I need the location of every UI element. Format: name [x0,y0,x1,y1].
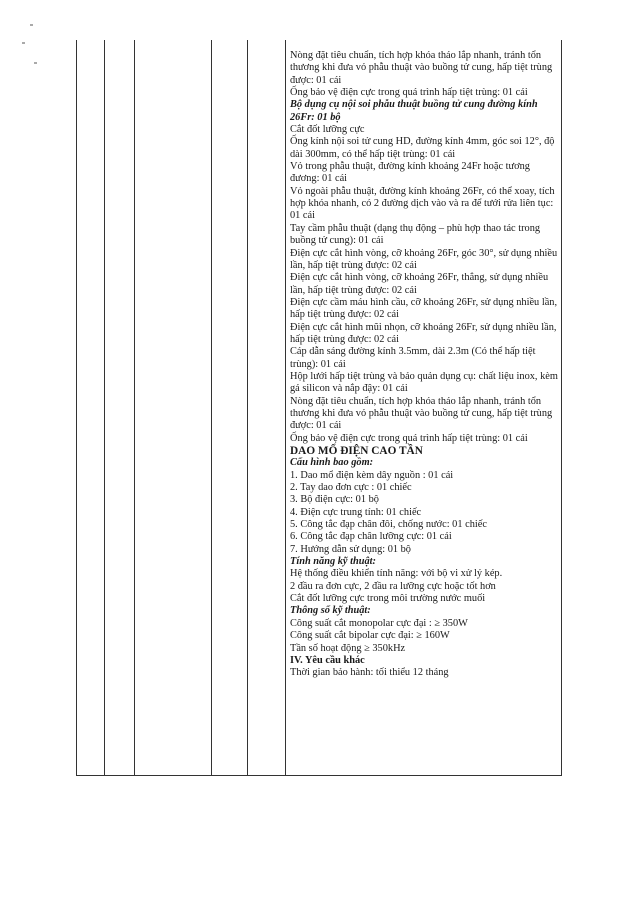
spec-line: 3. Bộ điện cực: 01 bộ [290,494,379,506]
spec-line: Tay cầm phẫu thuật (dạng thụ động – phù hợp thao tác trong buồng tử cung): 01 cái [290,222,541,247]
spec-line: Tần số hoạt động ≥ 350kHz [290,642,406,654]
spec-line: Hộp lưới hấp tiệt trùng và bảo quản dụng cụ: chất liệu inox, kèm gá silicon và nắp đậy: 01 cái [290,370,558,395]
table-column-divider [134,40,135,776]
spec-line: Ống kính nội soi tử cung HD, đường kính 4mm, góc soi 12°, độ dài 300mm, có thể hấp tiệt trùng: 01 cái [290,136,555,160]
spec-line: 2 đầu ra đơn cực, 2 đầu ra lưỡng cực hoặc tốt hơn [290,580,496,592]
table-column-divider [104,40,105,776]
subheading: IV. Yêu cầu khác [290,654,365,666]
table-column-divider [247,40,248,776]
spec-line: Nòng đặt tiêu chuẩn, tích hợp khóa tháo lắp nhanh, tránh tổn thương khi đưa vỏ phẫu thuật vào buồng tử cung, hấp tiệt trùng được: 01 cái [290,50,553,86]
table-column-divider [211,40,212,776]
subheading: Thông số kỹ thuật: [290,605,371,617]
spec-line: Công suất cắt monopolar cực đại : ≥ 350W [290,617,468,629]
specification-text [290,50,558,680]
table-border-left [76,40,77,776]
table-bottom-border [76,775,562,776]
spec-line: Hệ thống điều khiển tính năng: với bộ vi xử lý kép. [290,568,503,580]
spec-line: Ống bảo vệ điện cực trong quá trình hấp tiệt trùng: 01 cái [290,432,528,444]
spec-line: Công suất cắt bipolar cực đại: ≥ 160W [290,630,450,642]
spec-line: 7. Hướng dẫn sử dụng: 01 bộ [290,543,411,555]
table-border-right [561,40,562,776]
table-column-divider [285,40,286,776]
scan-marks [20,22,40,82]
spec-line: 2. Tay dao đơn cực : 01 chiếc [290,482,412,494]
spec-line: 6. Công tắc đạp chân lưỡng cực: 01 cái [290,531,452,543]
subheading: Tính năng kỹ thuật: [290,556,376,568]
subheading: Bộ dụng cụ nội soi phẫu thuật buồng tử cung đường kính 26Fr: 01 bộ [290,99,538,123]
spec-line: Điện cực cắt hình mũi nhọn, cỡ khoảng 26Fr, sử dụng nhiều lần, hấp tiệt trùng được: 02 cái [290,321,557,345]
spec-line: Vỏ trong phẫu thuật, đường kính khoảng 24Fr hoặc tương đương: 01 cái [290,161,530,185]
spec-line: Điện cực cắt hình vòng, cỡ khoảng 26Fr, góc 30°, sử dụng nhiều lần, hấp tiệt trùng được: 02 cái [290,247,558,271]
spec-line: Nòng đặt tiêu chuẩn, tích hợp khóa tháo lắp nhanh, tránh tổn thương khi đưa vỏ phẫu thuật vào buồng tử cung, hấp tiệt trùng được: 01 cái [290,395,553,432]
spec-line: Cắt đốt lưỡng cực [290,124,365,136]
spec-line: Điện cực cầm máu hình cầu, cỡ khoảng 26Fr, sử dụng nhiều lần, hấp tiệt trùng được: 02 cái [290,296,558,321]
spec-line: Cắt đốt lưỡng cực trong môi trường nước muối [290,593,486,605]
spec-line: Thời gian bảo hành: tối thiểu 12 tháng [290,667,449,679]
spec-line: 1. Dao mổ điện kèm dây nguồn : 01 cái [290,469,454,481]
spec-line: Ống bảo vệ điện cực trong quá trình hấp tiệt trùng: 01 cái [290,87,528,99]
spec-line: Cáp dẫn sáng đường kính 3.5mm, dài 2.3m (Có thể hấp tiệt trùng): 01 cái [290,346,536,370]
subheading: Cấu hình bao gồm: [290,457,374,469]
spec-line: 4. Điện cực trung tính: 01 chiếc [290,506,422,518]
spec-line: Vỏ ngoài phẫu thuật, đường kính khoảng 26Fr, có thể xoay, tích hợp khóa nhanh, có 2 đường dịch vào và ra để tưới rửa liên tục: 01 cái [290,185,555,222]
section-heading: DAO MỔ ĐIỆN CAO TẦN [290,445,423,457]
spec-line: Điện cực cắt hình vòng, cỡ khoảng 26Fr, thẳng, sử dụng nhiều lần, hấp tiệt trùng được: 02 cái [290,272,549,296]
spec-line: 5. Công tắc đạp chân đôi, chống nước: 01 chiếc [290,519,487,531]
